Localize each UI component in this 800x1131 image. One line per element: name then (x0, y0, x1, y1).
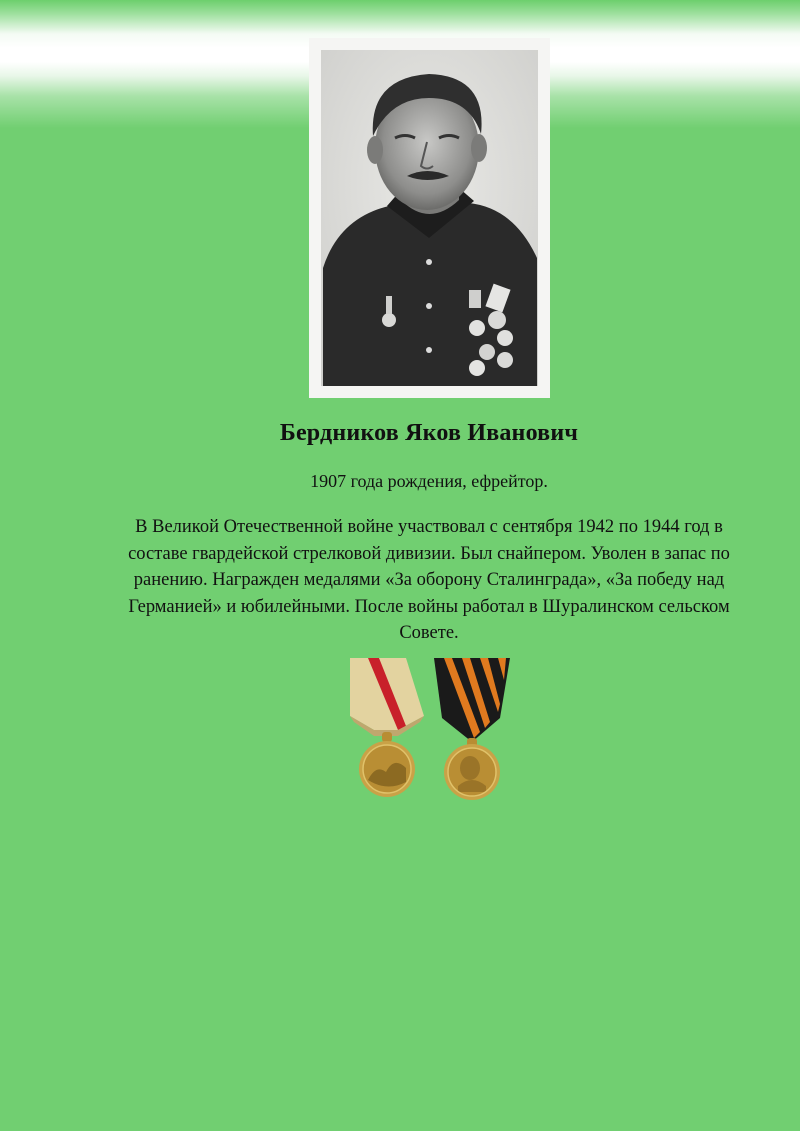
medal-victory-over-germany-icon (430, 656, 514, 802)
portrait-photo-icon (309, 38, 550, 398)
person-name: Бердников Яков Иванович (279, 420, 579, 446)
biography-text: В Великой Отечественной войне участвовал с сентября 1942 по 1944 год в составе гвардейской стрелковой дивизии. Был снайпером. Уволен в запас по ранению. Награжден медалями «За оборону Сталинграда», «За победу над Германией» и юбилейными. После войны работал в Шуралинском сельском Совете. (128, 517, 730, 643)
medal-defense-of-stalingrad-icon (346, 656, 428, 802)
portrait-photo (309, 38, 550, 398)
birth-line: 1907 года рождения, ефрейтор. (310, 471, 548, 491)
